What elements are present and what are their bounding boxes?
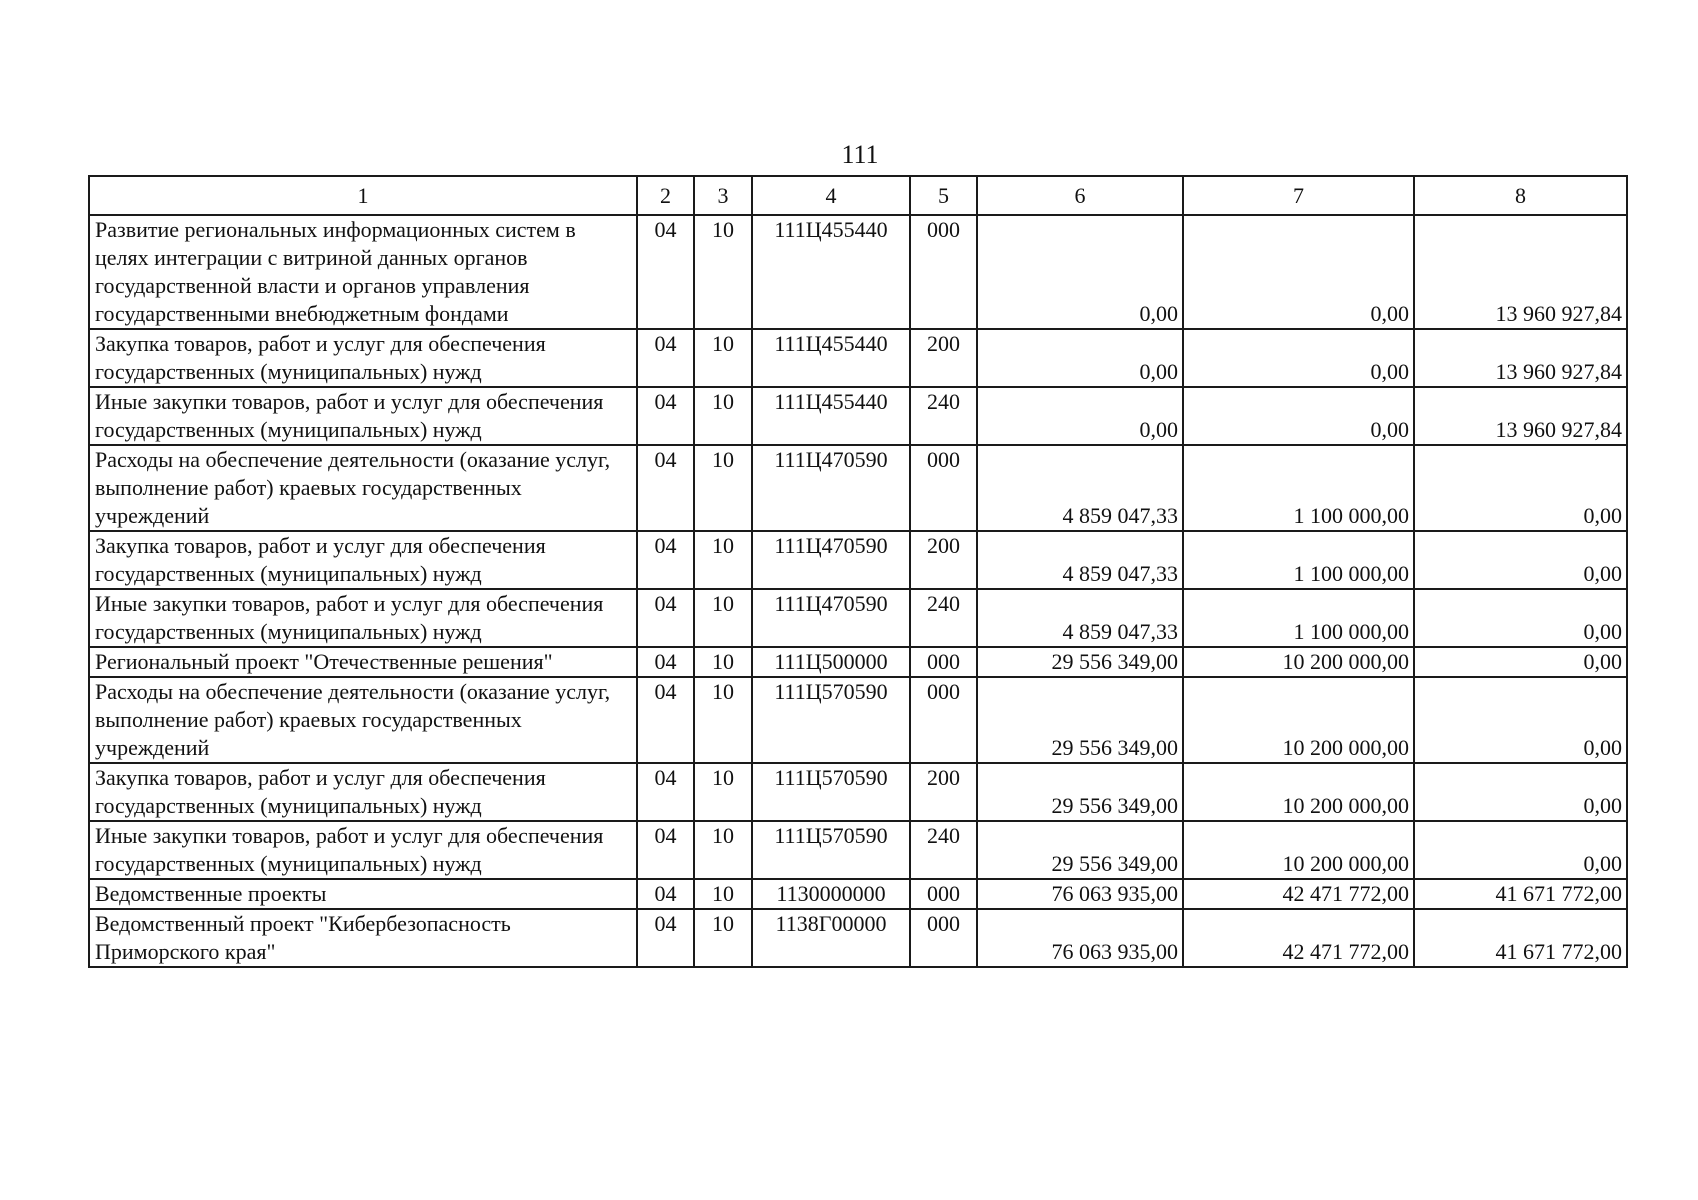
target-article-cell: 111Ц570590: [752, 677, 910, 763]
table-row: [89, 677, 1627, 763]
section-code-cell: 04: [637, 531, 694, 589]
section-code-cell: 04: [637, 589, 694, 647]
amount-col7-cell: 10 200 000,00: [1183, 821, 1414, 879]
section-code-cell: 04: [637, 909, 694, 967]
subsection-code-cell: 10: [694, 589, 752, 647]
section-code-cell: 04: [637, 445, 694, 531]
amount-col6-cell: 4 859 047,33: [977, 531, 1183, 589]
amount-col8-cell: 0,00: [1414, 647, 1627, 677]
subsection-code-cell: 10: [694, 821, 752, 879]
table-row: [89, 763, 1627, 821]
subsection-code-cell: 10: [694, 445, 752, 531]
column-number-header-row: [89, 176, 1627, 215]
table-row: [89, 445, 1627, 531]
table-row: [89, 329, 1627, 387]
expense-type-cell: 000: [910, 215, 977, 329]
amount-col6-cell: 0,00: [977, 215, 1183, 329]
subsection-code-cell: 10: [694, 879, 752, 909]
section-code-cell: 04: [637, 329, 694, 387]
target-article-cell: 111Ц570590: [752, 821, 910, 879]
section-code-cell: 04: [637, 879, 694, 909]
target-article-cell: 111Ц470590: [752, 445, 910, 531]
amount-col7-cell: 10 200 000,00: [1183, 763, 1414, 821]
row-name-cell: Закупка товаров, работ и услуг для обеспечения государственных (муниципальных) нужд: [89, 763, 637, 821]
target-article-cell: 111Ц500000: [752, 647, 910, 677]
subsection-code-cell: 10: [694, 909, 752, 967]
subsection-code-cell: 10: [694, 329, 752, 387]
section-code-cell: 04: [637, 821, 694, 879]
column-header: 4: [752, 176, 910, 215]
target-article-cell: 111Ц455440: [752, 329, 910, 387]
column-header: 7: [1183, 176, 1414, 215]
amount-col8-cell: 0,00: [1414, 589, 1627, 647]
amount-col8-cell: 0,00: [1414, 677, 1627, 763]
expense-type-cell: 000: [910, 879, 977, 909]
amount-col6-cell: 76 063 935,00: [977, 879, 1183, 909]
table-row: [89, 589, 1627, 647]
target-article-cell: 111Ц470590: [752, 589, 910, 647]
amount-col6-cell: 29 556 349,00: [977, 677, 1183, 763]
subsection-code-cell: 10: [694, 531, 752, 589]
target-article-cell: 111Ц470590: [752, 531, 910, 589]
row-name-cell: Ведомственные проекты: [89, 879, 637, 909]
amount-col8-cell: 13 960 927,84: [1414, 215, 1627, 329]
subsection-code-cell: 10: [694, 647, 752, 677]
column-header: 5: [910, 176, 977, 215]
expense-type-cell: 200: [910, 763, 977, 821]
amount-col8-cell: 13 960 927,84: [1414, 329, 1627, 387]
amount-col7-cell: 10 200 000,00: [1183, 677, 1414, 763]
target-article-cell: 111Ц455440: [752, 215, 910, 329]
subsection-code-cell: 10: [694, 677, 752, 763]
table-row: [89, 647, 1627, 677]
expense-type-cell: 240: [910, 387, 977, 445]
amount-col8-cell: 41 671 772,00: [1414, 879, 1627, 909]
row-name-cell: Ведомственный проект "Кибербезопасность Приморского края": [89, 909, 637, 967]
table-row: [89, 821, 1627, 879]
amount-col6-cell: 76 063 935,00: [977, 909, 1183, 967]
amount-col7-cell: 0,00: [1183, 387, 1414, 445]
table-row: [89, 909, 1627, 967]
row-name-cell: Закупка товаров, работ и услуг для обеспечения государственных (муниципальных) нужд: [89, 329, 637, 387]
page-number: 111: [841, 140, 879, 169]
amount-col6-cell: 29 556 349,00: [977, 821, 1183, 879]
row-name-cell: Иные закупки товаров, работ и услуг для обеспечения государственных (муниципальных) нужд: [89, 589, 637, 647]
amount-col6-cell: 29 556 349,00: [977, 763, 1183, 821]
amount-col7-cell: 1 100 000,00: [1183, 531, 1414, 589]
section-code-cell: 04: [637, 215, 694, 329]
expense-type-cell: 000: [910, 677, 977, 763]
row-name-cell: Расходы на обеспечение деятельности (оказание услуг, выполнение работ) краевых государственных учреждений: [89, 677, 637, 763]
amount-col6-cell: 4 859 047,33: [977, 445, 1183, 531]
column-header: 6: [977, 176, 1183, 215]
section-code-cell: 04: [637, 677, 694, 763]
column-header: 8: [1414, 176, 1627, 215]
amount-col7-cell: 42 471 772,00: [1183, 909, 1414, 967]
amount-col6-cell: 0,00: [977, 387, 1183, 445]
expense-type-cell: 000: [910, 909, 977, 967]
subsection-code-cell: 10: [694, 215, 752, 329]
subsection-code-cell: 10: [694, 763, 752, 821]
row-name-cell: Иные закупки товаров, работ и услуг для обеспечения государственных (муниципальных) нужд: [89, 821, 637, 879]
amount-col6-cell: 4 859 047,33: [977, 589, 1183, 647]
amount-col7-cell: 0,00: [1183, 329, 1414, 387]
target-article-cell: 111Ц570590: [752, 763, 910, 821]
table-row: [89, 531, 1627, 589]
amount-col8-cell: 13 960 927,84: [1414, 387, 1627, 445]
column-header: 1: [89, 176, 637, 215]
expense-type-cell: 240: [910, 821, 977, 879]
target-article-cell: 1138Г00000: [752, 909, 910, 967]
amount-col8-cell: 0,00: [1414, 445, 1627, 531]
table-row: [89, 215, 1627, 329]
section-code-cell: 04: [637, 387, 694, 445]
row-name-cell: Развитие региональных информационных систем в целях интеграции с витриной данных органов государственной власти и органов управления государственными внебюджетным фондами: [89, 215, 637, 329]
section-code-cell: 04: [637, 763, 694, 821]
row-name-cell: Закупка товаров, работ и услуг для обеспечения государственных (муниципальных) нужд: [89, 531, 637, 589]
row-name-cell: Региональный проект "Отечественные решения": [89, 647, 637, 677]
subsection-code-cell: 10: [694, 387, 752, 445]
amount-col7-cell: 1 100 000,00: [1183, 445, 1414, 531]
table-row: [89, 879, 1627, 909]
row-name-cell: Расходы на обеспечение деятельности (оказание услуг, выполнение работ) краевых государственных учреждений: [89, 445, 637, 531]
table-row: [89, 387, 1627, 445]
column-header: 3: [694, 176, 752, 215]
amount-col7-cell: 42 471 772,00: [1183, 879, 1414, 909]
amount-col8-cell: 0,00: [1414, 763, 1627, 821]
target-article-cell: 1130000000: [752, 879, 910, 909]
amount-col7-cell: 10 200 000,00: [1183, 647, 1414, 677]
expense-type-cell: 240: [910, 589, 977, 647]
column-header: 2: [637, 176, 694, 215]
expense-type-cell: 200: [910, 329, 977, 387]
amount-col6-cell: 29 556 349,00: [977, 647, 1183, 677]
expense-type-cell: 000: [910, 445, 977, 531]
amount-col8-cell: 41 671 772,00: [1414, 909, 1627, 967]
amount-col7-cell: 1 100 000,00: [1183, 589, 1414, 647]
amount-col8-cell: 0,00: [1414, 821, 1627, 879]
amount-col7-cell: 0,00: [1183, 215, 1414, 329]
expense-type-cell: 200: [910, 531, 977, 589]
target-article-cell: 111Ц455440: [752, 387, 910, 445]
expense-type-cell: 000: [910, 647, 977, 677]
section-code-cell: 04: [637, 647, 694, 677]
row-name-cell: Иные закупки товаров, работ и услуг для обеспечения государственных (муниципальных) нужд: [89, 387, 637, 445]
amount-col8-cell: 0,00: [1414, 531, 1627, 589]
table-body: [89, 215, 1627, 967]
budget-table: [88, 175, 1628, 968]
amount-col6-cell: 0,00: [977, 329, 1183, 387]
